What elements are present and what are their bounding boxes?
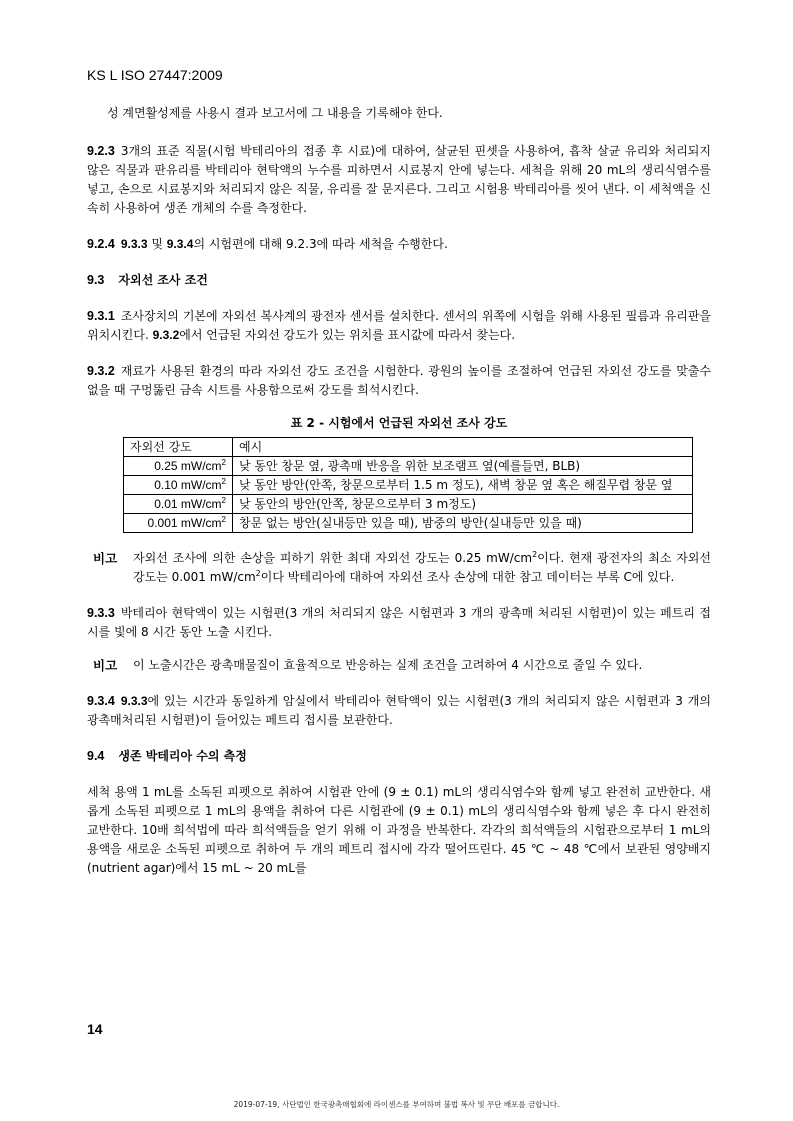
- clause-number: 9.3.1: [87, 309, 115, 323]
- intensity-cell: 0.10 $mW/cm^2$: [124, 476, 233, 495]
- clause-number: 9.3.3: [87, 606, 115, 620]
- clause-text-mid: 및: [147, 237, 167, 251]
- clause-text: 박테리아 현탁액이 있는 시험편(3 개의 처리되지 않은 시험편과 3 개의 광촉매 처리된 시험편)이 있는 페트리 접시를 빛에 8 시간 동안 노출 시킨다.: [87, 606, 711, 639]
- license-footer: 2019-07-19, 사단법인 한국광촉매협회에 라이센스를 부여하며 불법 복사 및 무단 배포를 금합니다.: [233, 1100, 560, 1109]
- table-row: [124, 457, 693, 476]
- table-row: [124, 514, 693, 533]
- clause-number: 9.3.2: [87, 364, 115, 378]
- note-1: [93, 549, 711, 587]
- clause-number: 9.2.3: [87, 144, 115, 158]
- note-label: 비고: [93, 551, 118, 566]
- clause-9-3-4: [87, 692, 711, 730]
- section-title: 자외선 조사 조건: [118, 273, 208, 287]
- example-cell: 창문 없는 방안(실내등만 있을 때), 밤중의 방안(실내등만 있을 때): [233, 514, 693, 533]
- clause-ref: 9.3.3: [120, 237, 148, 251]
- table-row: [124, 495, 693, 514]
- clause-text: 에서 언급된 자외선 강도가 있는 위치를 표시값에 따라서 찾는다.: [179, 328, 516, 342]
- intensity-cell: 0.25 $mW/cm^2$: [124, 457, 233, 476]
- clause-9-2-3: [87, 142, 711, 218]
- section-heading-9-3: [87, 271, 711, 290]
- page-number: 14: [87, 1021, 103, 1037]
- clause-9-3-3: [87, 604, 711, 642]
- clause-number: 9.3.4: [87, 694, 115, 708]
- section-number: 9.3: [87, 273, 105, 287]
- header-cell: 예시: [233, 438, 693, 457]
- clause-text: 3개의 표준 직물(시험 박테리아의 접종 후 시료)에 대하여, 살균된 핀셋을 사용하여, 흡착 살균 유리와 처리되지 않은 직물과 판유리를 박테리아 현탁액의 누수를 피하면서 시료봉지 안에 넣는다. 세척을 위해 20 mL의 생리식염수를 넣고, 손으로 시료봉지와 처리되지 않은 직물, 유리를 잘 문지른다. 그리고 시험용 박테리아를 씻어 낸다. 이 세척액을 신속히 사용하여 생존 개체의 수를 측정한다.: [87, 144, 711, 215]
- clause-text: 재료가 사용된 환경의 따라 자외선 강도 조건을 시험한다. 광원의 높이를 조절하여 언급된 자외선 강도를 맞출수 없을 때 구멍뚫린 금속 시트를 사용함으로써 강도를 희석시킨다.: [87, 364, 711, 397]
- example-cell: 낮 동안 방안(안쪽, 창문으로부터 1.5 m 정도), 새벽 창문 옆 혹은 해질무렵 창문 옆: [233, 476, 693, 495]
- section-9-4-paragraph: 세척 용액 1 mL를 소독된 피펫으로 취하여 시험관 안에 (9 ± 0.1) mL의 생리식염수와 함께 넣고 완전히 교반한다. 새롭게 소독된 피펫으로 1 mL의 용액을 취하여 다른 시험관에 (9 ± 0.1) mL의 생리식염수와 함께 넣은 후 다시 완전히 교반한다. 10배 희석법에 따라 희석액들을 얻기 위해 이 과정을 반복한다. 각각의 희석액들의 시험관으로부터 1 mL의 용액을 새로운 소독된 피펫으로 취하여 두 개의 페트리 접시에 각각 떨어뜨린다. 45 ℃ ~ 48 ℃에서 보관된 영양배지(nutrient agar)에서 15 mL ~ 20 mL를: [87, 785, 711, 875]
- clause-9-3-2: [87, 362, 711, 400]
- table-header-row: [124, 438, 693, 457]
- header-cell: 자외선 강도: [124, 438, 233, 457]
- note-2: [93, 656, 711, 675]
- section-heading-9-4: [87, 747, 711, 766]
- table-caption: 표 2 - 시험에서 언급된 자외선 조사 강도: [290, 416, 508, 430]
- note-label: 비고: [93, 658, 118, 673]
- example-cell: 낮 동안의 방안(안쪽, 창문으로부터 3 m정도): [233, 495, 693, 514]
- uv-intensity-table: [123, 437, 693, 533]
- note-text: 자외선 조사에 의한 손상을 피하기 위한 최대 자외선 강도는 0.25 $mW/cm^2$이다. 현재 광전자의 최소 자외선 강도는 0.001 $mW/cm^2$이다 박테리아에 대하여 자외선 조사 손상에 대한 참고 데이터는 부록 C에 있다.: [133, 550, 711, 584]
- clause-ref: 9.3.3: [120, 694, 148, 708]
- note-text: 이 노출시간은 광촉매물질이 효율적으로 반응하는 실제 조건을 고려하여 4 시간으로 줄일 수 있다.: [133, 658, 643, 672]
- page-body: [87, 104, 711, 878]
- clause-number: 9.2.4: [87, 237, 115, 251]
- intensity-cell: 0.001 $mW/cm^2$: [124, 514, 233, 533]
- clause-9-3-1: [87, 307, 711, 345]
- clause-text: 조사장치의 기본에 자외선 복사계의 광전자 센서를 설치한다. 센서의 위쪽에 시험을 위해 사용된 필름과 유리판을 위치시킨다.: [87, 309, 711, 342]
- intensity-cell: 0.01 $mW/cm^2$: [124, 495, 233, 514]
- clause-ref: 9.3.4: [166, 237, 194, 251]
- example-cell: 낮 동안 창문 옆, 광촉매 반응을 위한 보조램프 옆(예를들면, BLB): [233, 457, 693, 476]
- clause-text: 의 시험편에 대해 9.2.3에 따라 세척을 수행한다.: [193, 237, 448, 251]
- section-number: 9.4: [87, 749, 105, 763]
- clause-9-2-4: [87, 235, 711, 254]
- clause-text: 에 있는 시간과 동일하게 암실에서 박테리아 현탁액이 있는 시험편(3 개의 처리되지 않은 시험편과 3 개의 광촉매처리된 시험편)이 들어있는 페트리 접시를 보관한다.: [87, 694, 711, 727]
- table-row: [124, 476, 693, 495]
- section-title: 생존 박테리아 수의 측정: [118, 749, 247, 763]
- intro-paragraph: 성 계면활성제를 사용시 결과 보고서에 그 내용을 기록해야 한다.: [107, 106, 443, 120]
- document-id-header: KS L ISO 27447:2009: [87, 67, 223, 83]
- clause-ref: 9.3.2: [152, 328, 180, 342]
